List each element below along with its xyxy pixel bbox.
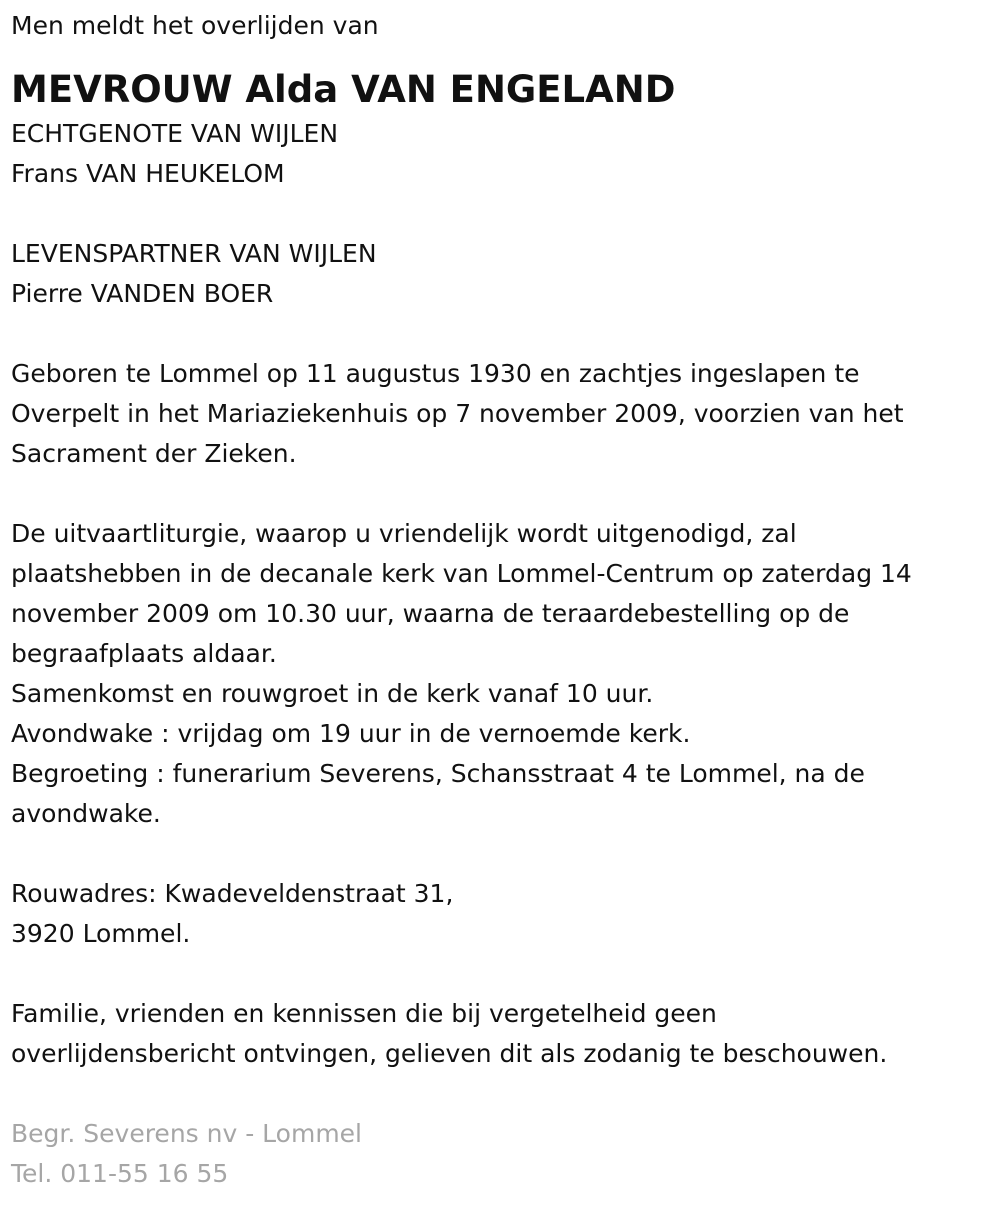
paragraph-line: Overpelt in het Mariaziekenhuis op 7 november 2009, voorzien van het [11,399,904,428]
paragraph-line: Sacrament der Zieken. [11,439,297,468]
notice-paragraph [11,994,990,1074]
paragraph-line: Samenkomst en rouwgroet in de kerk vanaf 10 uur. [11,679,654,708]
funeral-paragraph [11,514,990,834]
address-line: 3920 Lommel. [11,919,191,948]
spacer [11,834,990,874]
spouse-label: ECHTGENOTE VAN WIJLEN [11,119,339,148]
paragraph-line: Familie, vrienden en kennissen die bij vergetelheid geen [11,999,717,1028]
spacer [11,194,990,234]
spacer [11,1074,990,1114]
deceased-name: MEVROUW Alda VAN ENGELAND [11,68,676,111]
spacer [11,474,990,514]
spacer [11,954,990,994]
intro-text: Men meldt het overlijden van [11,11,379,40]
birth-paragraph [11,354,990,474]
paragraph-line: overlijdensbericht ontvingen, gelieven dit als zodanig te beschouwen. [11,1039,888,1068]
spacer [11,314,990,354]
mourning-address [11,874,990,954]
paragraph-line: november 2009 om 10.30 uur, waarna de teraardebestelling op de [11,599,850,628]
partner-name: Pierre VANDEN BOER [11,279,274,308]
paragraph-line: avondwake. [11,799,161,828]
paragraph-line: De uitvaartliturgie, waarop u vriendelijk wordt uitgenodigd, zal [11,519,797,548]
funeral-home-footer [11,1114,990,1194]
spouse-name: Frans VAN HEUKELOM [11,159,285,188]
partner-label: LEVENSPARTNER VAN WIJLEN [11,239,377,268]
address-line: Rouwadres: Kwadeveldenstraat 31, [11,879,454,908]
paragraph-line: Avondwake : vrijdag om 19 uur in de vernoemde kerk. [11,719,691,748]
funeral-home-phone: Tel. 011-55 16 55 [11,1159,229,1188]
funeral-home-name: Begr. Severens nv - Lommel [11,1119,363,1148]
paragraph-line: begraafplaats aldaar. [11,639,277,668]
paragraph-line: plaatshebben in de decanale kerk van Lommel-Centrum op zaterdag 14 [11,559,912,588]
paragraph-line: Geboren te Lommel op 11 augustus 1930 en zachtjes ingeslapen te [11,359,860,388]
paragraph-line: Begroeting : funerarium Severens, Schansstraat 4 te Lommel, na de [11,759,865,788]
